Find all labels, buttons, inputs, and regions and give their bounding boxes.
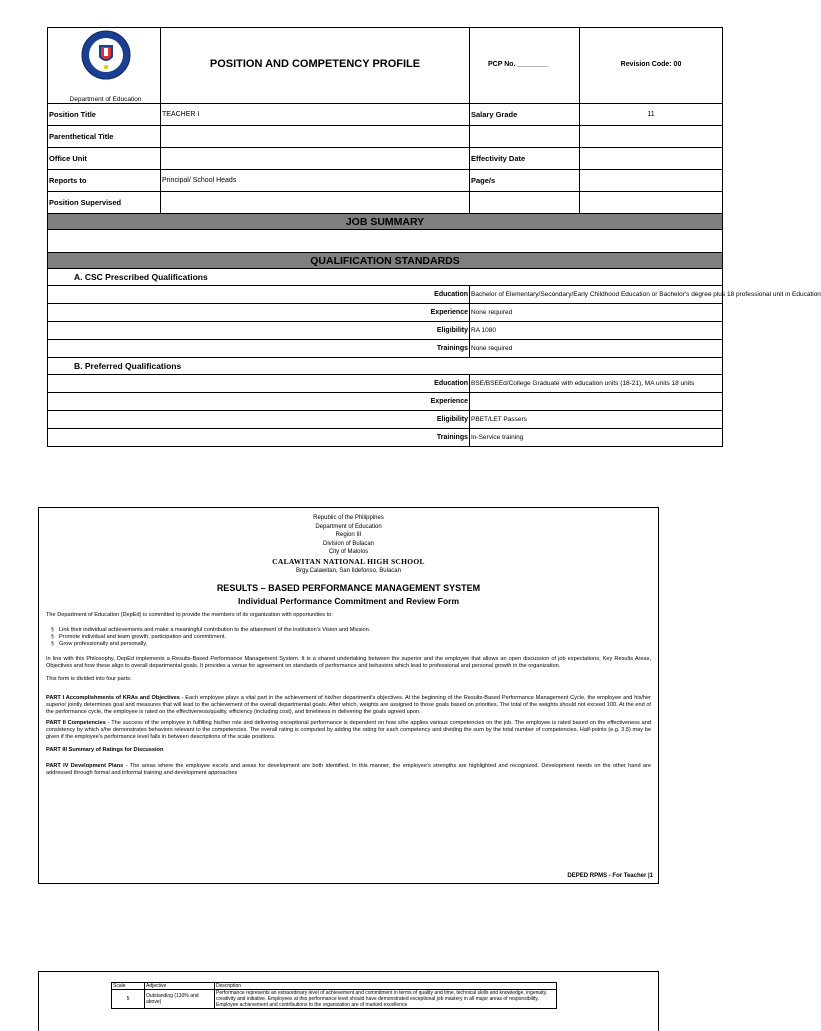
list-item: § Grow professionally and personally. <box>59 641 651 648</box>
job-summary-header: JOB SUMMARY <box>48 214 723 230</box>
deped-seal-cell <box>48 28 161 104</box>
csc-experience-value: None required <box>470 304 723 322</box>
csc-eligibility-label: Eligibility <box>48 322 470 340</box>
job-summary-body <box>48 230 723 253</box>
part-4-paragraph <box>39 763 658 777</box>
pref-experience-value <box>470 393 723 411</box>
philosophy-text: In line with this Philosophy, DepEd implements a Results-Based Performance Management System. It is a shared undertaking between the superior and the employee that allows an open discussion of job expectations, Key Results Areas, Objectives and how these align to overall departmental goals. It provides a venue for agreement on standards of performance and behaviors which lead to professional and personal growth in the organization. <box>46 656 651 669</box>
part-2-title: PART II Competencies <box>46 720 106 726</box>
position-competency-profile-table <box>47 27 821 447</box>
description-header: Description <box>215 983 557 990</box>
commitment-list <box>46 627 651 648</box>
revision-code: Revision Code: 00 <box>580 28 723 104</box>
salary-grade-label: Salary Grade <box>470 104 580 126</box>
empty-cell <box>580 192 723 214</box>
header-line: Department of Education <box>315 523 382 530</box>
scale-value: 5 <box>112 990 145 1009</box>
header-line: Republic of the Philippines <box>313 515 384 521</box>
pages-label: Page/s <box>470 170 580 192</box>
empty-cell <box>470 126 580 148</box>
rating-scale-page <box>38 971 659 1031</box>
pref-experience-label: Experience <box>48 393 470 411</box>
effectivity-date-label: Effectivity Date <box>470 148 580 170</box>
page-footer: DEPED RPMS - For Teacher |1 <box>567 873 653 879</box>
rpms-title: RESULTS – BASED PERFORMANCE MANAGEMENT SYSTEM <box>216 583 481 593</box>
part-3-title: PART III Summary of Ratings for Discussion <box>46 747 164 753</box>
rpms-subtitle: Individual Performance Commitment and Review Form <box>237 596 460 606</box>
pref-trainings-label: Trainings <box>48 429 470 447</box>
pcp-number: PCP No. ________ <box>470 28 580 104</box>
empty-cell <box>470 192 580 214</box>
parenthetical-title-value <box>161 126 470 148</box>
intro-text: The Department of Education (DepEd) is committed to provide the members of its organization with opportunities to: <box>46 612 333 618</box>
school-name: CALAWITAN NATIONAL HIGH SCHOOL <box>272 556 425 566</box>
header-line: Division of Bulacan <box>322 540 375 547</box>
list-item: § Link their individual achievements and make a meaningful contribution to the attainment of the institution's Vision and Mission. <box>59 627 651 634</box>
pref-eligibility-value: PBET/LET Passers <box>470 411 723 429</box>
position-supervised-label: Position Supervised <box>48 192 161 214</box>
reports-to-value: Principal/ School Heads <box>161 170 470 192</box>
position-title-value: TEACHER I <box>161 104 470 126</box>
csc-education-label: Education <box>48 286 470 304</box>
parenthetical-title-label: Parenthetical Title <box>48 126 161 148</box>
four-parts-text: This form is divided into four parts: <box>46 676 132 682</box>
pref-education-label: Education <box>48 375 470 393</box>
adjective-value: Outstanding (130% and above) <box>145 990 215 1009</box>
school-address: Brgy.Calawitan, San Ildefonso, Bulacan <box>296 567 401 574</box>
header-line: Region III <box>335 532 362 538</box>
rpms-form-page <box>38 507 659 884</box>
part-1-paragraph <box>39 695 658 716</box>
csc-education-value: Bachelor of Elementary/Secondary/Early Childhood Education or Bachelor's degree plus 18 professional unit in Education <box>470 286 723 304</box>
pages-value <box>580 170 723 192</box>
reports-to-label: Reports to <box>48 170 161 192</box>
part-1-title: PART I Accomplishments of KRAs and Objectives <box>46 695 180 701</box>
description-value: Performance represents an extraordinary level of achievement and commitment in terms of quality and time, technical skills and knowledge, ingenuity, creativity and initiative. Employees at this performance level should have demonstrated exceptional job mastery in all major areas of responsibility. Employee achievement and contributions to the organization are of marked excellence <box>215 990 557 1009</box>
part-4-title: PART IV Development Plans <box>46 763 124 769</box>
part-2-paragraph <box>39 720 658 741</box>
rating-scale-table <box>111 982 557 1009</box>
qualification-standards-header: QUALIFICATION STANDARDS <box>48 253 723 269</box>
document-title: POSITION AND COMPETENCY PROFILE <box>161 28 470 104</box>
office-unit-label: Office Unit <box>48 148 161 170</box>
list-item: § Promote individual and team growth, participation and commitment. <box>59 634 651 641</box>
pref-trainings-value: In-Service training <box>470 429 723 447</box>
part-2-text: - The success of the employee in fulfilling his/her role and delivering exceptional performance is dependent on how s/he applies various competencies on the job. The employee is rated based on the effectiveness and consistency by which s/he demonstrates behaviors relevant to the competencies. The overall rating is computed by adding the rating for each competency and dividing the sum by the total number of competencies. Half-points (e.g. 3.5) may be given if the employee's performance level falls in between descriptions of the scale positions. <box>46 720 651 740</box>
pref-eligibility-label: Eligibility <box>48 411 470 429</box>
deped-seal-logo <box>81 30 131 80</box>
adjective-header: Adjective <box>145 983 215 990</box>
office-unit-value <box>161 148 470 170</box>
effectivity-date-value <box>580 148 723 170</box>
empty-cell <box>580 126 723 148</box>
position-title-label: Position Title <box>48 104 161 126</box>
part-4-text: - The areas where the employee excels and areas for development are both identified. In this manner, the employee's strengths are highlighted and recognized. Development needs on the other hand are addressed through formal and informal training and development approaches <box>46 763 652 776</box>
part-1-text: - Each employee plays a vital part in the achievement of his/her department's objectives. At the beginning of the Results-Based Performance Management Cycle, the employee and his/her superior jointly determines goal and measures that will lead to the achievement of the overall departmental goals. After which, weights are assigned to those goals based on priorities. The total of the weights should not exceed 100. At the end of the performance cycle, the employee is rated on the effectiveness/quality, efficiency (including cost), and timeliness in delivering the goals agreed upon. <box>46 695 651 715</box>
csc-eligibility-value: RA 1080 <box>470 322 723 340</box>
position-supervised-value <box>161 192 470 214</box>
csc-experience-label: Experience <box>48 304 470 322</box>
scale-header: Scale <box>112 983 145 990</box>
csc-trainings-label: Trainings <box>48 340 470 358</box>
salary-grade-value: 11 <box>580 104 723 126</box>
csc-qualifications-header: A. CSC Prescribed Qualifications <box>48 269 723 286</box>
pref-education-value: BSE/BSEEd/College Graduate with education units (18-21), MA units 18 units <box>470 375 723 393</box>
seal-caption: Department of Education <box>69 96 142 103</box>
preferred-qualifications-header: B. Preferred Qualifications <box>48 358 723 375</box>
header-line: City of Malolos <box>328 549 369 555</box>
csc-trainings-value: None required <box>470 340 723 358</box>
